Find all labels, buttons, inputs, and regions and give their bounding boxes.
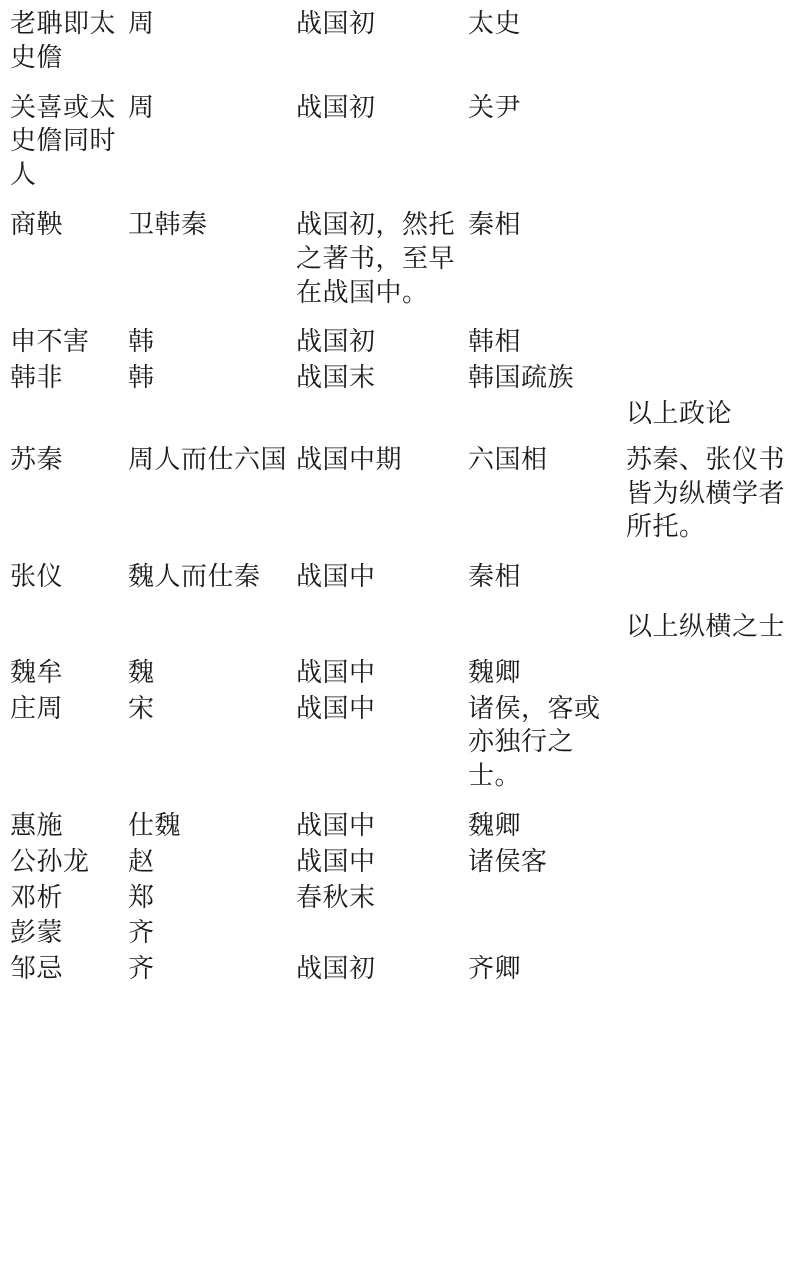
- table-row: [10, 882, 794, 918]
- table-cell-title: 韩相: [468, 327, 522, 358]
- table-cell-note: [626, 953, 794, 989]
- table-cell-title: [468, 398, 626, 444]
- table-cell-title: 秦相: [468, 562, 522, 593]
- table-cell-state: 周人而仕六国: [128, 444, 288, 475]
- table-cell-note: 以上纵横之士: [626, 611, 786, 642]
- table-row: [10, 92, 794, 209]
- table-cell-title: [468, 882, 626, 918]
- table-cell-state: 魏: [128, 657, 155, 688]
- table-cell-title: [468, 611, 626, 657]
- table-cell-title: 韩国疏族: [468, 363, 575, 394]
- table-cell-note: 以上政论: [626, 398, 733, 429]
- table-cell-state: [128, 611, 296, 657]
- table-row: [10, 561, 794, 611]
- table-cell-name: 惠施: [10, 810, 64, 841]
- table-row: [10, 362, 794, 398]
- table-cell-note: [626, 8, 794, 92]
- table-cell-state: 周: [128, 9, 155, 39]
- table-cell-state: 魏人而仕秦: [128, 562, 261, 593]
- table-cell-name: 商鞅: [10, 209, 64, 240]
- table-cell-state: 卫韩秦: [128, 209, 208, 240]
- table-cell-period: 春秋末: [296, 882, 376, 913]
- table-row: [10, 326, 794, 362]
- table-cell-name: 邹忌: [10, 954, 64, 985]
- table-cell-period: [296, 398, 468, 444]
- table-cell-note: [626, 209, 794, 326]
- table-row: [10, 657, 794, 693]
- table-cell-name: 公孙龙: [10, 846, 90, 877]
- table-cell-period: 战国末: [296, 363, 376, 394]
- table-cell-title: 秦相: [468, 209, 522, 240]
- table-cell-state: 宋: [128, 693, 155, 724]
- table-cell-note: [626, 326, 794, 362]
- table-row: [10, 8, 794, 92]
- table-cell-title: 六国相: [468, 444, 548, 475]
- table-cell-period: 战国初: [296, 9, 376, 39]
- table-cell-name: [10, 611, 128, 657]
- table-cell-name: 庄周: [10, 693, 64, 724]
- table-cell-name: [10, 398, 128, 444]
- table-cell-title: [468, 917, 626, 953]
- table-cell-period: 战国中: [296, 810, 376, 841]
- table-cell-note: [626, 92, 794, 209]
- table-row: [10, 693, 794, 810]
- table-cell-note: [626, 882, 794, 918]
- table-cell-state: 仕魏: [128, 810, 182, 841]
- table-cell-note: [626, 846, 794, 882]
- scholars-table: [10, 8, 794, 989]
- table-cell-title: 诸侯客: [468, 846, 548, 877]
- table-cell-note: [626, 362, 794, 398]
- table-row-note: [10, 398, 794, 444]
- table-cell-name: 关喜或太史儋同时人: [10, 92, 117, 191]
- table-cell-state: 郑: [128, 882, 155, 913]
- table-cell-name: 苏秦: [10, 444, 64, 475]
- table-cell-state: 齐: [128, 954, 155, 985]
- table-row: [10, 444, 794, 561]
- table-row: [10, 953, 794, 989]
- table-cell-period: 战国中: [296, 693, 376, 724]
- table-cell-note: [626, 917, 794, 953]
- table-cell-title: 关尹: [468, 92, 522, 123]
- table-cell-state: 韩: [128, 327, 155, 358]
- table-cell-title: 诸侯，客或亦独行之士。: [468, 693, 601, 792]
- table-cell-period: 战国中期: [296, 444, 403, 475]
- table-cell-name: 张仪: [10, 562, 64, 593]
- table-cell-note: [626, 693, 794, 810]
- table-cell-state: 赵: [128, 846, 155, 877]
- table-cell-name: 老聃即太史儋: [10, 9, 117, 73]
- table-body: [10, 8, 794, 989]
- table-cell-title: 魏卿: [468, 810, 522, 841]
- table-cell-state: 韩: [128, 363, 155, 394]
- table-cell-note: [626, 561, 794, 611]
- table-cell-title: 太史: [468, 9, 522, 39]
- table-cell-state: 齐: [128, 918, 155, 949]
- table-cell-period: 战国初: [296, 92, 376, 123]
- table-cell-period: 战国初: [296, 954, 376, 985]
- table-cell-period: 战国初: [296, 327, 376, 358]
- table-row: [10, 209, 794, 326]
- table-cell-name: 彭蒙: [10, 918, 64, 949]
- table-cell-state: [128, 398, 296, 444]
- table-cell-period: 战国中: [296, 657, 376, 688]
- table-cell-title: 齐卿: [468, 954, 522, 985]
- table-cell-title: 魏卿: [468, 657, 522, 688]
- table-cell-note: [626, 810, 794, 846]
- table-cell-state: 周: [128, 92, 155, 123]
- table-cell-period: [296, 917, 468, 953]
- table-row: [10, 917, 794, 953]
- table-cell-period: 战国中: [296, 846, 376, 877]
- table-cell-period: 战国中: [296, 562, 376, 593]
- table-row-note: [10, 611, 794, 657]
- table-cell-name: 魏牟: [10, 657, 64, 688]
- table-cell-name: 邓析: [10, 882, 64, 913]
- table-cell-note: 苏秦、张仪书皆为纵横学者所托。: [626, 444, 786, 543]
- table-row: [10, 810, 794, 846]
- table-cell-period: 战国初，然托之著书，至早在战国中。: [296, 209, 456, 308]
- table-cell-name: 韩非: [10, 363, 64, 394]
- table-cell-period: [296, 611, 468, 657]
- table-cell-note: [626, 657, 794, 693]
- table-row: [10, 846, 794, 882]
- table-cell-name: 申不害: [10, 327, 90, 358]
